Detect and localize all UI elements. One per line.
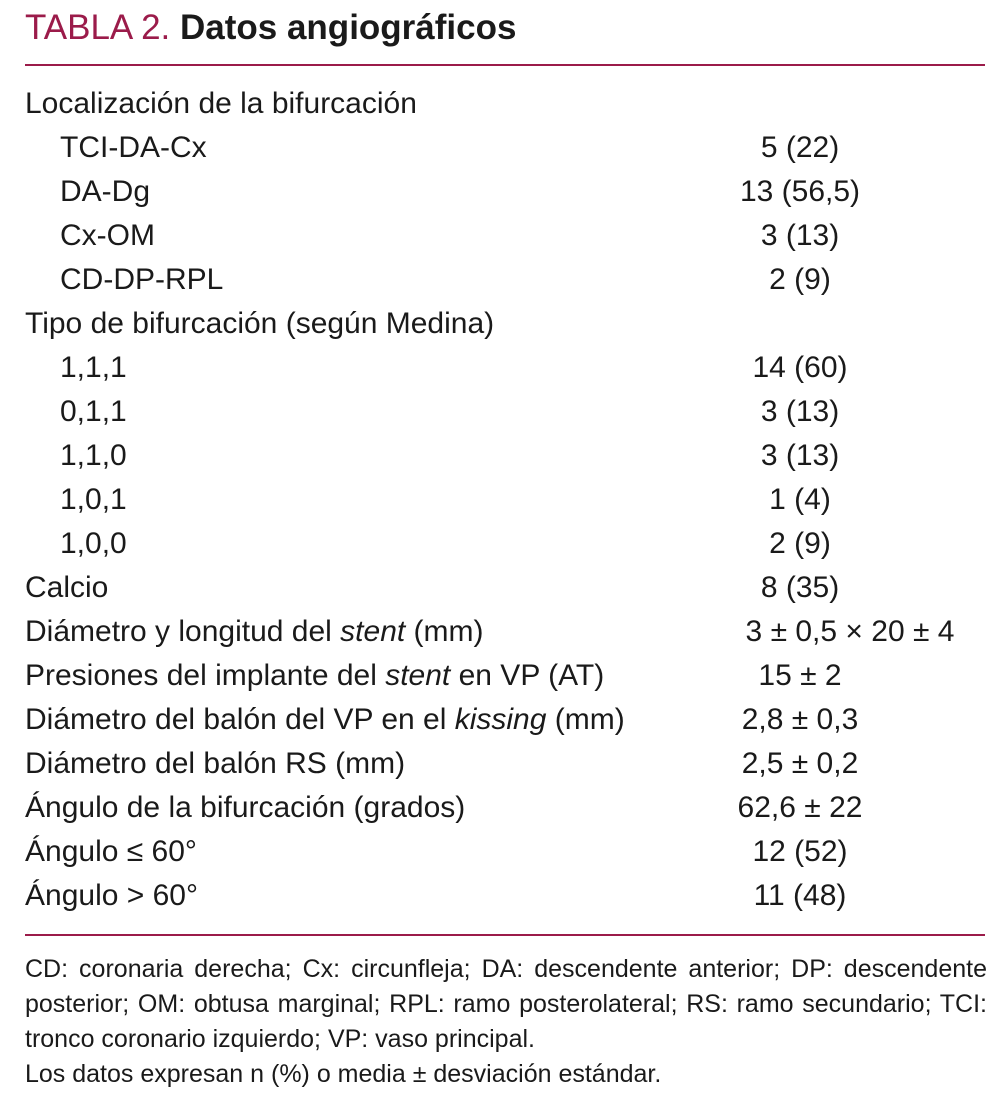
row-label: Calcio [25,571,109,604]
table-row [0,698,1004,742]
row-label: Ángulo de la bifurcación (grados) [25,791,466,824]
bottom-divider [25,934,985,936]
table-row [0,830,1004,874]
data-expression-note: Los datos expresan n (%) o media ± desviación estándar. [25,1060,662,1088]
row-label: 1,0,1 [60,483,127,516]
row-label: Diámetro y longitud del stent (mm) [25,615,484,648]
row-label: DA-Dg [60,175,151,208]
row-label: Localización de la bifurcación [25,87,417,120]
table-row [0,566,1004,610]
row-value: 2 (9) [769,263,831,296]
row-value: 14 (60) [752,351,848,384]
row-label: 1,0,0 [60,527,127,560]
table-number: TABLA 2. [25,8,171,47]
table-caption: Datos angiográficos [180,8,517,47]
table-row [0,786,1004,830]
row-label: Ángulo ≤ 60° [25,835,197,868]
table-row [0,126,1004,170]
table-row [0,82,1004,126]
row-value: 12 (52) [752,835,848,868]
row-value: 2 (9) [769,527,831,560]
row-label: Diámetro del balón del VP en el kissing (mm) [25,703,625,736]
row-label: Diámetro del balón RS (mm) [25,747,406,780]
row-value: 8 (35) [760,571,840,604]
row-label: CD-DP-RPL [60,263,224,296]
row-label: TCI-DA-Cx [60,131,207,164]
table-row [0,478,1004,522]
table-footnote [25,952,987,1092]
table-row [0,874,1004,918]
row-value: 15 ± 2 [758,659,842,692]
row-value: 2,5 ± 0,2 [741,747,859,780]
row-value: 3 (13) [760,219,840,252]
table-title [25,6,516,50]
table-row [0,302,1004,346]
table-row [0,346,1004,390]
table-row [0,654,1004,698]
table-row [0,522,1004,566]
row-label: 0,1,1 [60,395,127,428]
row-value: 5 (22) [760,131,840,164]
table-row [0,214,1004,258]
row-value: 3 (13) [760,395,840,428]
row-value: 62,6 ± 22 [737,791,863,824]
table-row [0,258,1004,302]
top-divider [25,64,985,66]
table-row [0,170,1004,214]
row-value: 13 (56,5) [739,175,861,208]
row-label: Presiones del implante del stent en VP (AT) [25,659,605,692]
row-label: 1,1,1 [60,351,127,384]
row-value: 2,8 ± 0,3 [741,703,859,736]
row-value: 1 (4) [769,483,831,516]
row-label: 1,1,0 [60,439,127,472]
abbreviations-note: CD: coronaria derecha; Cx: circunfleja; DA: descendente anterior; DP: descendente posterior; OM: obtusa marginal; RPL: ramo posterolateral; RS: ramo secundario; TCI: tronco coronario izquierdo; VP: vaso principal. [25,955,987,1053]
table-row [0,610,1004,654]
row-label: Ángulo > 60° [25,879,198,912]
table-row [0,434,1004,478]
row-label: Cx-OM [60,219,155,252]
table-row [0,390,1004,434]
table-row [0,742,1004,786]
row-label: Tipo de bifurcación (según Medina) [25,307,495,340]
row-value: 11 (48) [753,879,847,912]
row-value: 3 (13) [760,439,840,472]
table-body [0,82,1004,918]
row-value: 3 ± 0,5 × 20 ± 4 [745,615,955,648]
